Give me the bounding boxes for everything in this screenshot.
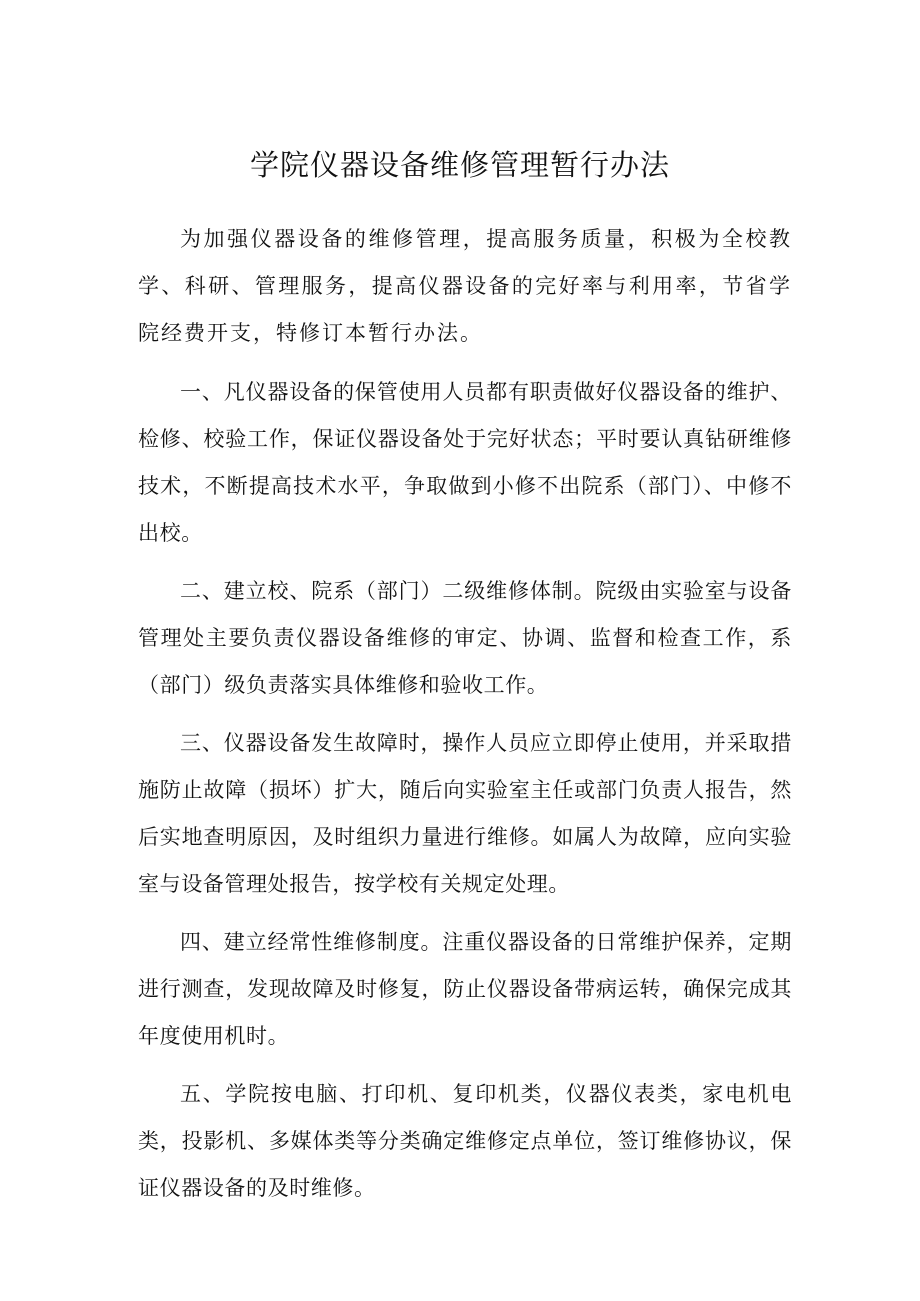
article-1-paragraph: 一、凡仪器设备的保管使用人员都有职责做好仪器设备的维护、检修、校验工作，保证仪器设备处于完好状态；平时要认真钻研维修技术，不断提高技术水平，争取做到小修不出院系（部门）、中修不出校。 [138,380,792,545]
intro-paragraph: 为加强仪器设备的维修管理，提高服务质量，积极为全校教学、科研、管理服务，提高仪器设备的完好率与利用率，节省学院经费开支，特修订本暂行办法。 [138,227,792,345]
document-body [138,216,792,1223]
document-title: 学院仪器设备维修管理暂行办法 [249,148,670,182]
article-4-paragraph: 四、建立经常性维修制度。注重仪器设备的日常维护保养，定期进行测查，发现故障及时修复，防止仪器设备带病运转，确保完成其年度使用机时。 [138,930,792,1048]
article-3-paragraph: 三、仪器设备发生故障时，操作人员应立即停止使用，并采取措施防止故障（损坏）扩大，随后向实验室主任或部门负责人报告，然后实地查明原因，及时组织力量进行维修。如属人为故障，应向实验室与设备管理处报告，按学校有关规定处理。 [138,731,792,896]
article-2-paragraph: 二、建立校、院系（部门）二级维修体制。院级由实验室与设备管理处主要负责仪器设备维修的审定、协调、监督和检查工作，系（部门）级负责落实具体维修和验收工作。 [138,579,792,697]
article-5-paragraph: 五、学院按电脑、打印机、复印机类，仪器仪表类，家电机电类，投影机、多媒体类等分类确定维修定点单位，签订维修协议，保证仪器设备的及时维修。 [138,1082,792,1200]
